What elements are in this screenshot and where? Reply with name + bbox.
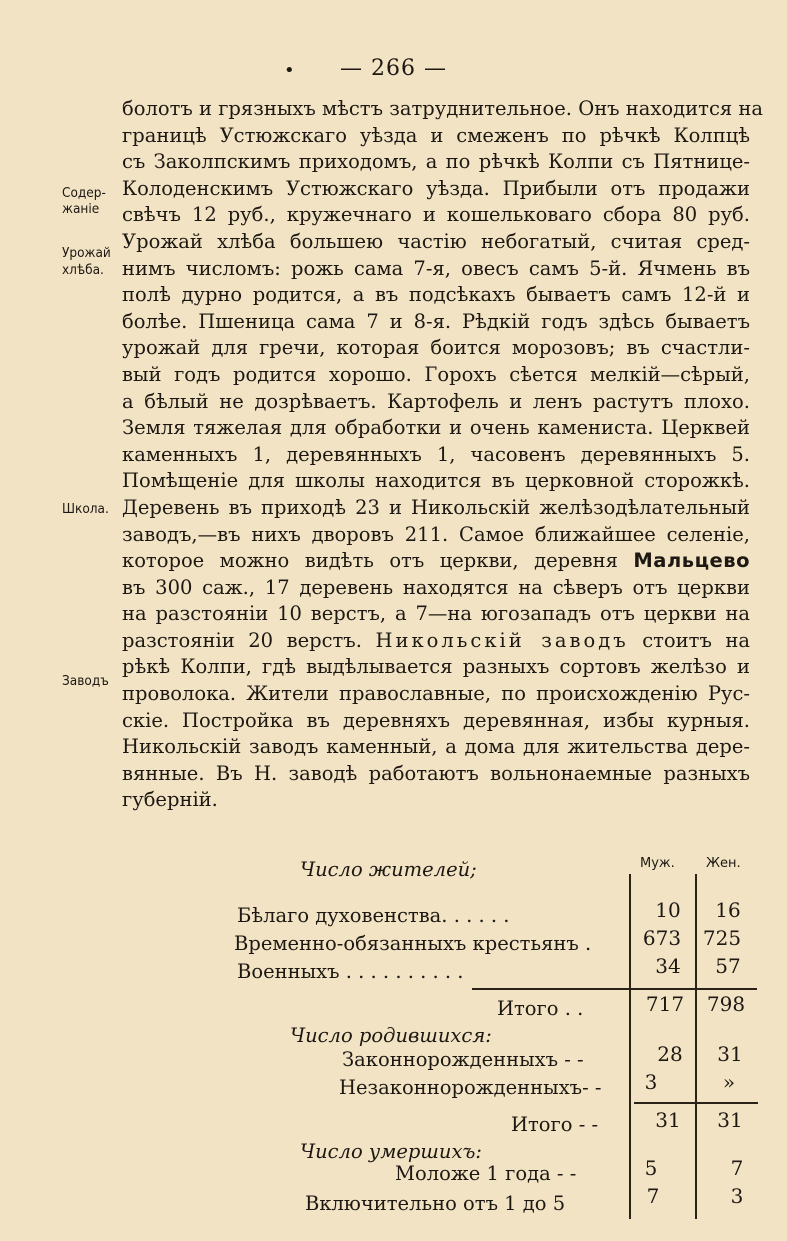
legitimate-female: 31 xyxy=(717,1042,743,1066)
row-label-illegitimate: Незаконнорожденныхъ- - xyxy=(339,1076,602,1099)
residents-heading: Число жителей; xyxy=(300,858,477,881)
text-line: рѣкѣ Колпи, гдѣ выдѣлывается разныхъ сортовъ желѣзо и xyxy=(122,655,750,679)
village-text: которое можно видѣть отъ церкви, деревня xyxy=(122,549,618,573)
births-heading: Число родившихся: xyxy=(290,1024,492,1047)
margin-note-school: Школа. xyxy=(62,501,109,517)
text-line: губерній. xyxy=(122,788,218,812)
legitimate-male: 28 xyxy=(657,1042,683,1066)
deaths-heading: Число умершихъ: xyxy=(300,1140,483,1163)
text-line: съ Заколпскимъ приходомъ, а по рѣчкѣ Колпи съ Пятнице- xyxy=(122,150,750,174)
text-line: заводъ,—въ нихъ дворовъ 211. Самое ближайшее селеніе, xyxy=(122,522,750,546)
text-line: скіе. Постройка въ деревняхъ деревянная, избы курныя. xyxy=(122,708,750,732)
column-header-female: Жен. xyxy=(706,856,741,871)
row-label-under-one: Моложе 1 года - - xyxy=(395,1162,577,1185)
illegitimate-female: » xyxy=(722,1070,736,1094)
text-line: Земля тяжелая для обработки и очень камениста. Церквей xyxy=(122,416,750,440)
column-header-male: Муж. xyxy=(640,856,675,871)
total-2-male: 31 xyxy=(655,1108,681,1132)
text-line: болѣе. Пшеница сама 7 и 8-я. Рѣдкій годъ здѣсь бываетъ xyxy=(122,309,750,333)
row-label-military: Военныхъ . . . . . . . . . . xyxy=(237,960,464,983)
military-male: 34 xyxy=(655,954,681,978)
clergy-female: 16 xyxy=(715,898,741,922)
text-line: границѣ Устюжскаго уѣзда и смеженъ по рѣчкѣ Колпцѣ xyxy=(122,123,750,147)
total-rule-1 xyxy=(472,988,757,990)
one-to-five-male: 7 xyxy=(646,1184,660,1208)
text-line: Помѣщеніе для школы находится въ церковной сторожкѣ. xyxy=(122,469,750,493)
text-line: на разстояніи 10 верстъ, а 7—на югозападъ отъ церкви на xyxy=(122,602,750,626)
text-line-village xyxy=(122,548,750,575)
margin-note-harvest-2: хлѣба. xyxy=(62,262,104,278)
text-line: Урожай хлѣба большею частію небогатый, считая сред- xyxy=(122,229,750,253)
page-number: — 266 — xyxy=(340,56,447,81)
under-one-female: 7 xyxy=(730,1156,744,1180)
header-dot: • xyxy=(284,60,295,81)
text-line: каменныхъ 1, деревянныхъ 1, часовенъ деревянныхъ 5. xyxy=(122,442,750,466)
text-line: вянные. Въ Н. заводѣ работаютъ вольнонаемные разныхъ xyxy=(122,761,750,785)
illegitimate-male: 3 xyxy=(644,1070,658,1094)
text-line: полѣ дурно родится, а въ подсѣкахъ бываетъ самъ 12-й и xyxy=(122,283,750,307)
margin-note-contents-2: жаніе xyxy=(62,201,100,217)
text-line: Деревень въ приходѣ 23 и Никольскій желѣзодѣлательный xyxy=(122,495,750,519)
row-label-one-to-five: Включительно отъ 1 до 5 xyxy=(305,1192,566,1215)
margin-note-contents-1: Содер- xyxy=(62,185,106,201)
factory-text-after: стоитъ на xyxy=(642,628,751,652)
text-line-factory xyxy=(122,628,750,655)
under-one-male: 5 xyxy=(644,1156,658,1180)
total-2-female: 31 xyxy=(717,1108,743,1132)
text-line: болотъ и грязныхъ мѣстъ затруднительное. Онъ находится на xyxy=(122,97,763,120)
text-line: свѣчъ 12 руб., кружечнаго и кошельковаго сбора 80 руб. xyxy=(122,203,750,227)
total-1-male: 717 xyxy=(645,992,685,1016)
peasants-male: 673 xyxy=(642,926,682,950)
clergy-male: 10 xyxy=(655,898,681,922)
text-line: урожай для гречи, которая боится морозовъ; въ счастли- xyxy=(122,336,750,360)
text-line: въ 300 саж., 17 деревень находятся на сѣверъ отъ церкви xyxy=(122,575,750,599)
margin-note-factory: Заводъ xyxy=(62,673,109,689)
military-female: 57 xyxy=(715,954,741,978)
total-label-1: Итого . . xyxy=(497,997,584,1020)
factory-text-before: разстояніи 20 верстъ. xyxy=(122,628,362,652)
factory-name-spaced: Никольскій заводъ xyxy=(375,628,629,652)
margin-note-harvest-1: Урожай xyxy=(62,245,111,261)
row-label-clergy: Бѣлаго духовенства. . . . . . xyxy=(237,904,510,927)
text-line: вый годъ родится хорошо. Горохъ сѣется мелкій—сѣрый, xyxy=(122,362,750,386)
village-name-maltsevo: Мальцево xyxy=(633,549,750,573)
text-line: нимъ числомъ: рожь сама 7-я, овесъ самъ 5-й. Ячмень въ xyxy=(122,256,750,280)
text-line: проволока. Жители православные, по происхожденію Рус- xyxy=(122,682,750,706)
text-line: а бѣлый не дозрѣваетъ. Картофель и ленъ растутъ плохо. xyxy=(122,389,750,413)
text-line: Колоденскимъ Устюжскаго уѣзда. Прибыли отъ продажи xyxy=(122,176,750,200)
total-1-female: 798 xyxy=(706,992,746,1016)
peasants-female: 725 xyxy=(702,926,742,950)
row-label-legitimate: Законнорожденныхъ - - xyxy=(342,1048,584,1071)
row-label-peasants: Временно-обязанныхъ крестьянъ . xyxy=(234,932,592,955)
total-label-2: Итого - - xyxy=(511,1113,599,1136)
one-to-five-female: 3 xyxy=(730,1184,744,1208)
total-rule-2 xyxy=(634,1102,758,1104)
main-paragraph xyxy=(122,96,763,814)
text-line: Никольскій заводъ каменный, а дома для жительства дере- xyxy=(122,735,750,759)
